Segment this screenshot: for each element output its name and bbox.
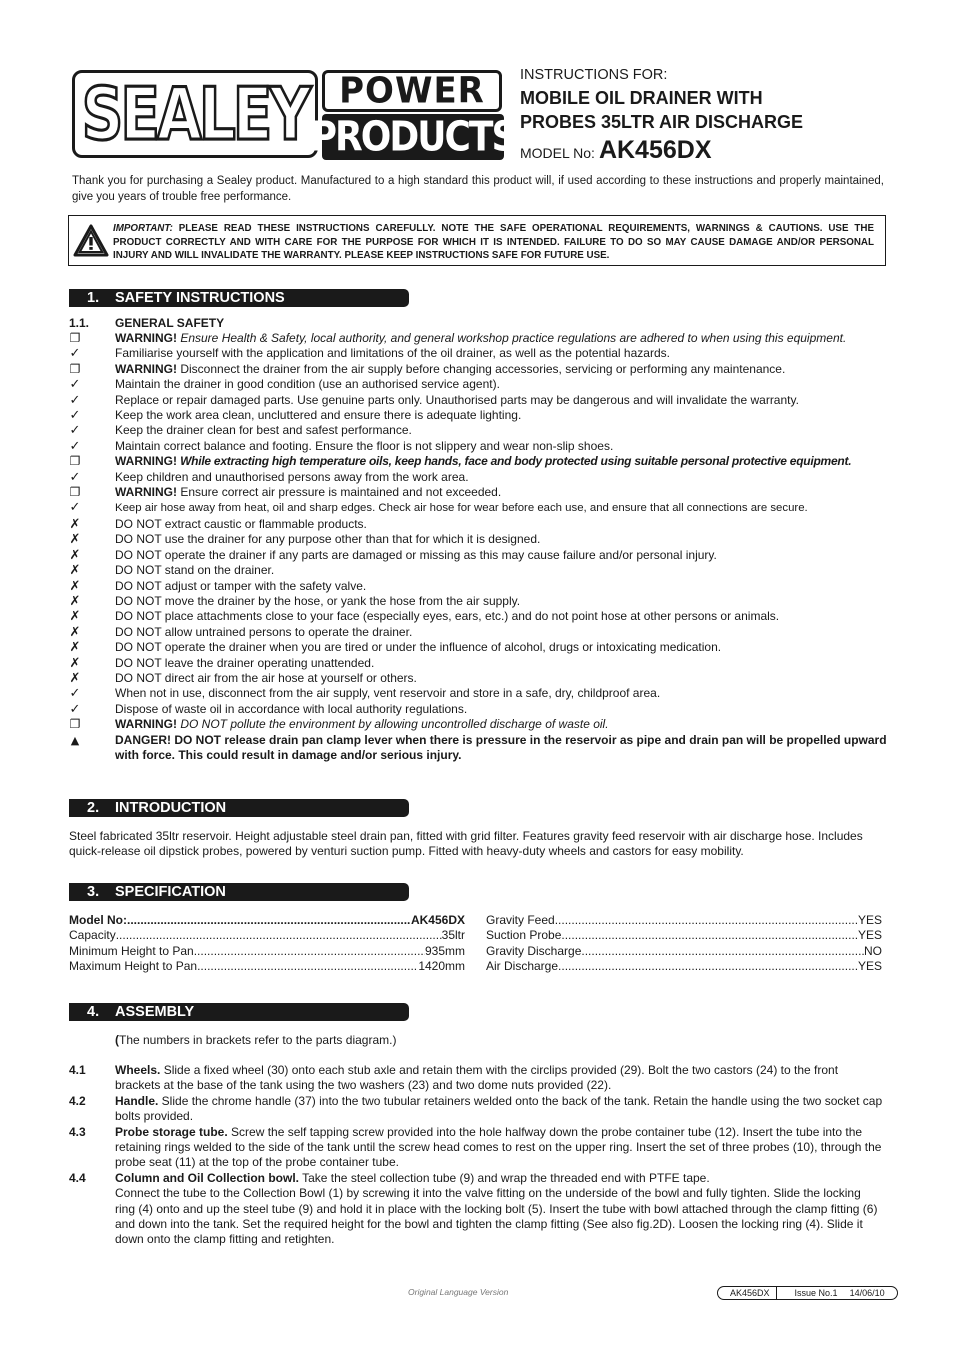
safety-item-text: [115, 563, 274, 577]
spec-leader: [581, 944, 864, 959]
cross-icon: ✗: [69, 516, 81, 532]
safety-item: [68, 362, 888, 377]
safety-item: [68, 439, 888, 454]
safety-item-text: [115, 625, 412, 639]
page-title: [520, 86, 940, 134]
safety-item: [68, 717, 888, 732]
safety-list: [68, 331, 888, 763]
safety-item-body: Replace or repair damaged parts. Use genuine parts only. Unauthorised parts may be dangerous and will invalidate the warranty.: [115, 392, 799, 407]
assembly-step-number: 4.3: [69, 1124, 86, 1139]
power-logo: [322, 70, 502, 112]
safety-item-body: DO NOT operate the drainer when you are tired or under the influence of alcohol, drugs or intoxicating medication.: [115, 640, 722, 655]
safety-item-text: [115, 717, 609, 731]
safety-item: [68, 702, 888, 717]
power-logo-text: POWER: [339, 70, 485, 112]
safety-item-body: DO NOT stand on the drainer.: [115, 563, 275, 578]
introduction-text: Steel fabricated 35ltr reservoir. Height adjustable steel drain pan, fitted with grid filter. Features gravity feed reservoir with air discharge hose. Includes quick-release oil dipstick probes, powered by venturi suction pump. Fitted with heavy-duty wheels and castors for easy mobility.: [69, 829, 863, 859]
cross-icon: ✗: [69, 640, 81, 656]
check-icon: ✓: [69, 392, 81, 408]
safety-item: [68, 563, 888, 578]
assembly-step-body: Take the steel collection tube (9) and wrap the threaded end with PTFE tape.: [299, 1170, 710, 1185]
safety-item-body: DO NOT allow untrained persons to operate the drainer.: [115, 624, 413, 639]
footer-date: 14/06/10: [849, 1288, 885, 1298]
safety-item-text: [115, 594, 520, 608]
products-logo-text: PRODUCTS: [310, 113, 516, 161]
safety-item-body: Keep children and unauthorised persons away from the work area.: [115, 469, 469, 484]
assembly-steps: [68, 1063, 884, 1248]
assembly-step-text: [115, 1063, 884, 1094]
title-line-2: PROBES 35LTR AIR DISCHARGE: [520, 112, 804, 132]
cross-icon: ✗: [69, 624, 81, 640]
safety-item-body: DO NOT move the drainer by the hose, or yank the hose from the air supply.: [115, 593, 521, 608]
section-header-specification: [69, 883, 409, 901]
assembly-step: [68, 1125, 884, 1171]
safety-item: [68, 377, 888, 392]
document-reference: [717, 1286, 898, 1300]
safety-item: [68, 579, 888, 594]
safety-item-text: [115, 423, 412, 437]
assembly-step-line: [115, 1125, 884, 1171]
safety-item-body: While extracting high temperature oils, keep hands, face and body protected using suitable personal protective equipment.: [177, 454, 852, 469]
assembly-step-body: Slide the chrome handle (37) into the two tubular retainers welded onto the back of the tank. Retain the handle using the two socket cap bolts provided.: [115, 1093, 883, 1124]
sealey-logo-text: SEALEY: [81, 71, 309, 157]
assembly-note: [115, 1033, 396, 1048]
safety-item-emphasis: WARNING!: [115, 485, 177, 500]
spec-label: Minimum Height to Pan: [69, 943, 194, 958]
assembly-step-text: [115, 1094, 884, 1125]
safety-item: [68, 625, 888, 640]
safety-item: [68, 470, 888, 485]
safety-item-body: Ensure Health & Safety, local authority, and general workshop practice regulations are adhered to when using this equipment.: [177, 331, 847, 345]
cross-icon: ✗: [69, 655, 81, 671]
safety-item-body: DO NOT adjust or tamper with the safety valve.: [115, 578, 367, 593]
safety-item-body: DO NOT place attachments close to your face (especially eyes, ears, etc.) and do not point hose at other persons or animals.: [115, 609, 780, 624]
assembly-note-bracket: (: [115, 1033, 119, 1047]
spec-label: Model No:: [69, 913, 127, 927]
assembly-step-body: Screw the self tapping screw provided into the hole halfway down the probe container tube (12). Insert the tube into the retaining rings welded to the side of the tank until the screw head comes to rest on the upper ring. Insert the set of three probes (10), through the probe seat (11) at the top of the probe container tube.: [115, 1124, 882, 1170]
cross-icon: ✗: [69, 670, 81, 686]
assembly-step-line: [115, 1063, 884, 1094]
subsection-title: GENERAL SAFETY: [115, 316, 225, 330]
spec-value: NO: [864, 943, 882, 958]
spec-row: [486, 928, 882, 943]
safety-item: [68, 346, 888, 361]
spec-value: YES: [857, 928, 882, 943]
cross-icon: ✗: [69, 563, 81, 579]
safety-item-text: [115, 609, 779, 623]
spec-leader: [194, 944, 425, 959]
spec-label: Gravity Discharge: [486, 943, 582, 958]
safety-item: [68, 548, 888, 563]
spec-table-right: [486, 913, 882, 975]
safety-item-body: DO NOT pollute the environment by allowing uncontrolled discharge of waste oil.: [177, 717, 609, 732]
cross-icon: ✗: [69, 593, 81, 609]
spec-row: [486, 959, 882, 974]
model-line: [520, 136, 712, 165]
safety-item-body: Disconnect the drainer from the air supply before changing accessories, servicing or performing any maintenance.: [177, 361, 786, 376]
assembly-step-number: 4.2: [69, 1093, 86, 1108]
assembly-step-line: [115, 1171, 884, 1186]
check-icon: ✓: [69, 469, 81, 485]
section-header-safety: [69, 289, 409, 307]
section-title: INTRODUCTION: [115, 800, 227, 816]
safety-item-text: [115, 439, 613, 453]
cross-icon: ✗: [69, 532, 81, 548]
assembly-step-title: Handle.: [115, 1093, 159, 1108]
safety-item-emphasis: WARNING!: [115, 331, 177, 345]
safety-item: [68, 454, 888, 469]
assembly-step: [68, 1094, 884, 1125]
safety-item: [68, 594, 888, 609]
safety-item-body: Ensure correct air pressure is maintained and not exceeded.: [177, 485, 502, 500]
check-icon: ✓: [69, 438, 81, 454]
safety-item-text: [115, 532, 540, 546]
assembly-step-text: [115, 1171, 884, 1248]
safety-item-text: [115, 517, 367, 531]
safety-item-text: [115, 640, 721, 654]
check-icon: ✓: [69, 701, 81, 717]
title-line-1: MOBILE OIL DRAINER WITH: [520, 88, 763, 108]
safety-item-text: [115, 485, 501, 499]
assembly-step-number: 4.1: [69, 1063, 86, 1077]
safety-item-text: [115, 346, 670, 360]
safety-item: [68, 609, 888, 624]
assembly-step-continuation: Connect the tube to the Collection Bowl (1) by screwing it into the valve fitting on the underside of the bowl and fully tighten. Slide the locking ring (4) onto and up the steel tube (9) and hold it in place with the locking bolt (5). Insert the tube with bowl attached through the clamp fitting (6) and down into the tank. Set the required height for the bowl and tighten the clamp fitting (See also fig.2D). Loosen the locking ring (4). Slide it down onto the clamp fitting and retighten.: [115, 1186, 878, 1247]
title-prefix: INSTRUCTIONS FOR:: [520, 67, 668, 83]
spec-row: [69, 928, 465, 943]
check-icon: ✓: [69, 377, 81, 393]
spec-value: YES: [857, 959, 882, 974]
assembly-step-title: Column and Oil Collection bowl.: [115, 1170, 299, 1185]
spec-value: 35ltr: [441, 928, 465, 943]
model-label: MODEL No:: [520, 145, 595, 161]
danger-triangle-icon: ▲: [70, 733, 80, 747]
cross-icon: ✗: [69, 578, 81, 594]
safety-item-text: [115, 454, 851, 468]
safety-item-text: [115, 548, 717, 562]
safety-item-text: [115, 393, 799, 407]
section-header-assembly: [69, 1003, 409, 1021]
intro-text: Thank you for purchasing a Sealey product. Manufactured to a high standard this product will, if used according to these instructions and properly maintained, give you years of trouble free performance.: [72, 175, 884, 203]
spec-leader: [127, 913, 411, 928]
checkbox-icon: ❐: [69, 454, 81, 469]
spec-leader: [561, 928, 858, 943]
safety-item-body: Dispose of waste oil in accordance with local authority regulations.: [115, 701, 468, 716]
assembly-step: [68, 1063, 884, 1094]
safety-item-text: [115, 502, 808, 514]
safety-item: [68, 640, 888, 655]
warning-triangle-icon: [73, 224, 109, 258]
footer-model: AK456DX: [730, 1288, 770, 1298]
safety-item-body: Familiarise yourself with the application and limitations of the oil drainer, as well as the potential hazards.: [115, 346, 670, 361]
safety-item-text: [115, 733, 887, 762]
safety-item-body: DO NOT leave the drainer operating unattended.: [115, 655, 375, 670]
assembly-step-title: Wheels.: [115, 1063, 161, 1077]
safety-item: [68, 331, 888, 346]
spec-value: AK456DX: [410, 913, 465, 927]
safety-item-body: DO NOT use the drainer for any purpose other than that for which it is designed.: [115, 532, 541, 547]
spec-row: [69, 913, 465, 928]
important-label: IMPORTANT:: [113, 223, 173, 234]
spec-row: [486, 944, 882, 959]
safety-item: [68, 393, 888, 408]
important-text: [113, 222, 874, 263]
section-number: 3.: [87, 884, 100, 900]
check-icon: ✓: [69, 500, 81, 516]
footer-divider: [776, 1286, 789, 1300]
safety-item-text: [115, 331, 846, 345]
assembly-note-text: The numbers in brackets refer to the parts diagram.): [119, 1033, 397, 1047]
safety-item-text: [115, 470, 469, 484]
safety-item-emphasis: WARNING!: [115, 454, 177, 469]
safety-item-text: [115, 671, 417, 685]
section-title: ASSEMBLY: [115, 1004, 195, 1020]
spec-label: Gravity Feed: [486, 913, 555, 927]
safety-item: [68, 532, 888, 547]
spec-leader: [555, 913, 858, 928]
products-logo: [310, 113, 516, 161]
check-icon: ✓: [69, 408, 81, 424]
spec-label: Suction Probe: [486, 928, 562, 943]
check-icon: ✓: [69, 686, 81, 702]
spec-row: [69, 944, 465, 959]
safety-item-body: When not in use, disconnect from the air supply, vent reservoir and store in a safe, dry, childproof area.: [115, 686, 661, 701]
safety-item: [68, 656, 888, 671]
safety-item: [68, 423, 888, 438]
subsection-number: 1.1.: [69, 316, 90, 330]
section-title: SAFETY INSTRUCTIONS: [115, 290, 285, 306]
cross-icon: ✗: [69, 609, 81, 625]
safety-item: [68, 671, 888, 686]
section-header-introduction: [69, 799, 409, 817]
spec-label: Air Discharge: [486, 959, 559, 974]
safety-item-text: [115, 362, 785, 376]
checkbox-icon: ❐: [69, 485, 81, 500]
check-icon: ✓: [69, 346, 81, 362]
model-number: AK456DX: [598, 136, 712, 164]
checkbox-icon: ❐: [69, 717, 81, 732]
safety-item-body: DO NOT extract caustic or flammable products.: [115, 516, 367, 531]
spec-leader: [116, 928, 442, 943]
safety-item-emphasis: WARNING!: [115, 361, 177, 376]
assembly-step-body: Slide a fixed wheel (30) onto each stub axle and retain them with the circlips provided (29). Bolt the two castors (24) to the front brackets at the base of the tank using the two washers (23) and two dome nuts provided (22).: [115, 1063, 839, 1093]
spec-value: 1420mm: [418, 959, 465, 974]
spec-leader: [558, 959, 858, 974]
checkbox-icon: ❐: [69, 361, 81, 376]
safety-item: [68, 500, 888, 516]
safety-item-emphasis: WARNING!: [115, 717, 177, 732]
assembly-step-number: 4.4: [69, 1170, 86, 1185]
assembly-step: [68, 1171, 884, 1248]
safety-item-body: Keep the drainer clean for best and safest performance.: [115, 423, 412, 438]
safety-item-text: [115, 702, 467, 716]
section-number: 2.: [87, 800, 100, 816]
check-icon: ✓: [69, 423, 81, 439]
important-body: PLEASE READ THESE INSTRUCTIONS CAREFULLY. NOTE THE SAFE OPERATIONAL REQUIREMENTS, WARNINGS & CAUTIONS. USE THE PRODUCT CORRECTLY AND WITH CARE FOR THE PURPOSE FOR WHICH IT IS INTENDED. FAILURE TO DO SO MAY CAUSE DAMAGE AND/OR PERSONAL INJURY AND WILL INVALIDATE THE WARRANTY. PLEASE KEEP INSTRUCTIONS SAFE FOR FUTURE USE.: [113, 223, 874, 261]
assembly-step-text: [115, 1125, 884, 1171]
safety-item-body: Keep the work area clean, uncluttered and ensure there is adequate lighting.: [115, 408, 522, 423]
safety-item-text: [115, 579, 366, 593]
safety-item-text: [115, 656, 374, 670]
safety-item: [68, 408, 888, 423]
safety-item-body: DO NOT direct air from the air hose at yourself or others.: [115, 670, 417, 685]
original-language-note: Original Language Version: [408, 1287, 509, 1297]
safety-item-body: DO NOT operate the drainer if any parts are damaged or missing as this may cause failure and/or personal injury.: [115, 547, 717, 562]
safety-item: [68, 686, 888, 701]
safety-item: [68, 733, 888, 764]
checkbox-icon: ❐: [69, 331, 81, 345]
spec-value: YES: [857, 913, 882, 927]
spec-row: [486, 913, 882, 928]
footer-issue: Issue No.1: [794, 1288, 838, 1298]
safety-item: [68, 517, 888, 532]
safety-item-text: [115, 686, 660, 700]
section-number: 1.: [87, 290, 100, 306]
safety-item-text: [115, 408, 521, 422]
spec-row: [69, 959, 465, 974]
safety-item-emphasis: DANGER! DO NOT release drain pan clamp lever when there is pressure in the reservoir as pipe and drain pan will be propelled upward with force. This could result in damage and/or serious injury.: [115, 732, 887, 762]
safety-item-text: [115, 377, 500, 391]
section-number: 4.: [87, 1004, 100, 1020]
spec-value: 935mm: [424, 943, 465, 958]
safety-item-body: Maintain correct balance and footing. Ensure the floor is not slippery and wear non-slip shoes.: [115, 438, 614, 453]
spec-label: Capacity: [69, 928, 116, 943]
section-title: SPECIFICATION: [115, 884, 226, 900]
sealey-logo: [72, 70, 318, 158]
spec-table-left: [69, 913, 465, 975]
cross-icon: ✗: [69, 547, 81, 563]
safety-item-body: Keep air hose away from heat, oil and sharp edges. Check air hose for wear before each use, and ensure that all connections are secure.: [115, 502, 808, 515]
assembly-step-line: [115, 1094, 884, 1125]
assembly-step-title: Probe storage tube.: [115, 1124, 228, 1139]
safety-item-body: Maintain the drainer in good condition (use an authorised service agent).: [115, 377, 500, 392]
safety-item: [68, 485, 888, 500]
spec-label: Maximum Height to Pan: [69, 959, 198, 974]
spec-leader: [197, 959, 418, 974]
